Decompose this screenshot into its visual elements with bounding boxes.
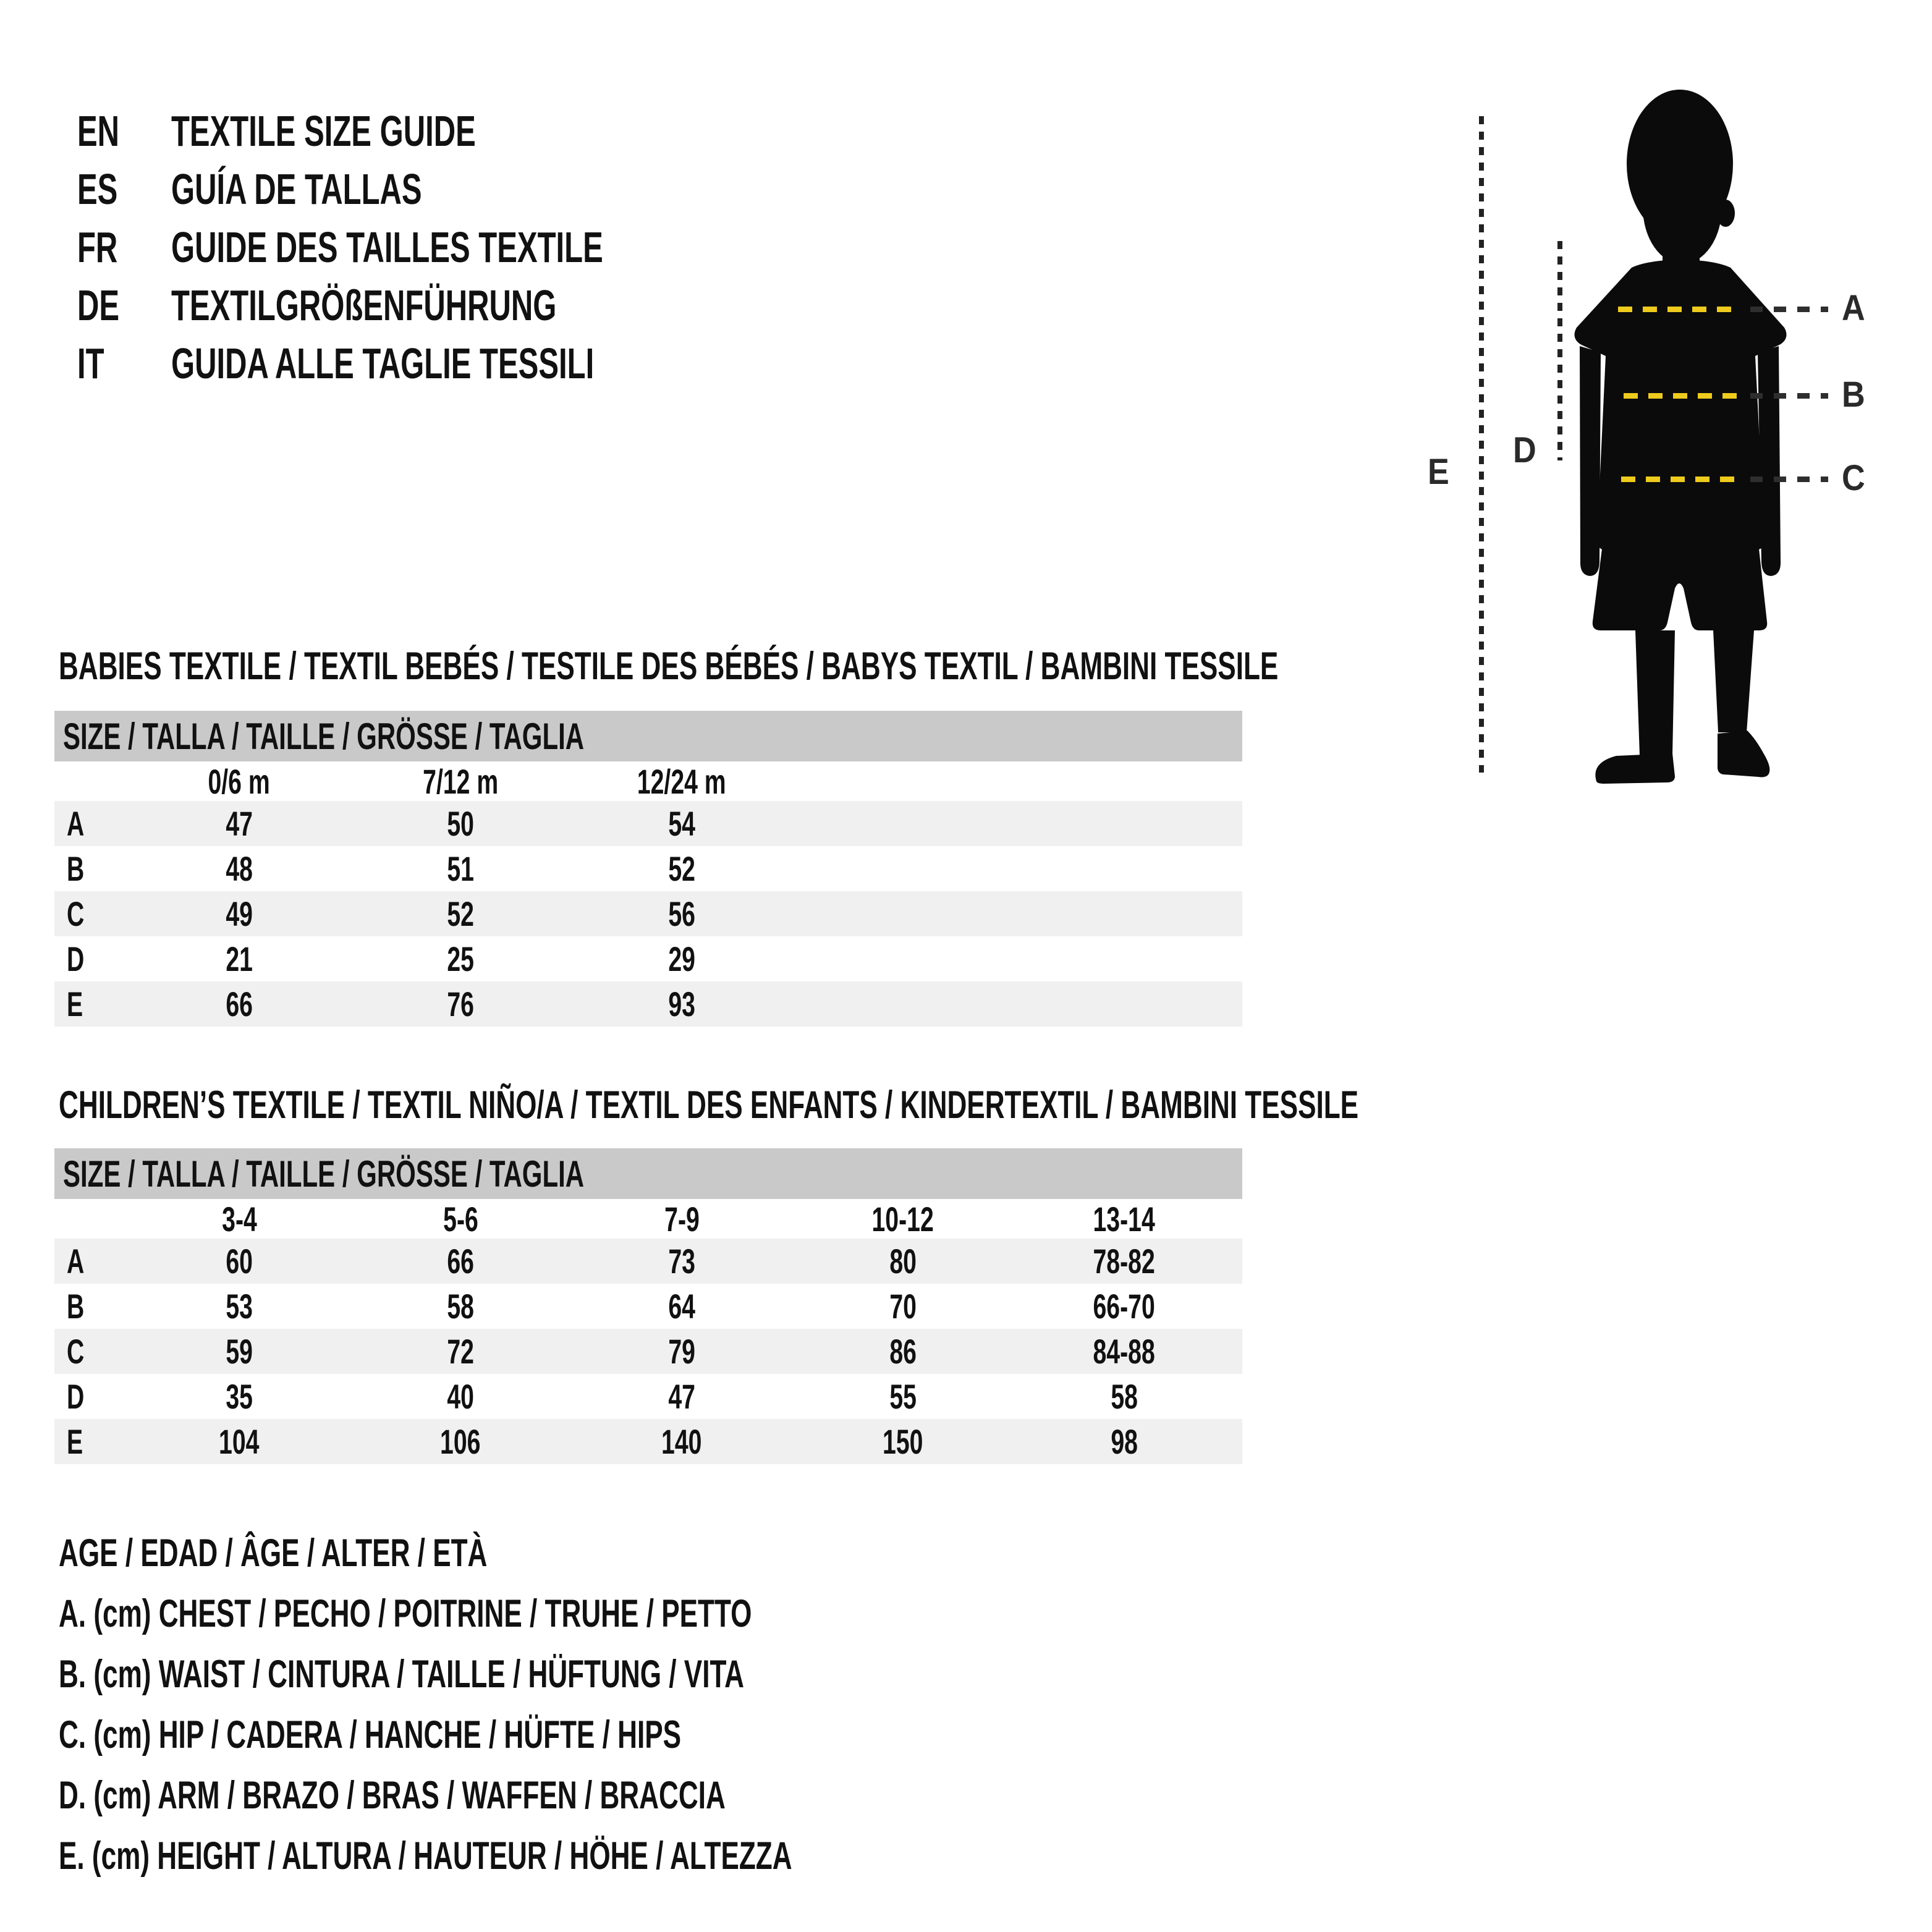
legend-line-text: A. (cm) CHEST / PECHO / POITRINE / TRUHE / PETTO: [59, 1592, 752, 1635]
figure-label-d: [1513, 430, 1539, 471]
row-label: [54, 1376, 129, 1417]
measurement-figure: [1409, 87, 1932, 803]
lang-row-en: [77, 102, 788, 160]
cell-text: 60: [226, 1242, 253, 1281]
lang-code-text: IT: [77, 339, 104, 388]
waist-dash-yellow: [1624, 393, 1739, 399]
cell: [350, 1421, 571, 1462]
cell: [129, 984, 350, 1024]
legend-line-text: C. (cm) HIP / CADERA / HANCHE / HÜFTE / HIPS: [59, 1713, 682, 1756]
cell: [350, 939, 571, 979]
column-header-text: 3-4: [221, 1199, 257, 1239]
cell-text: 86: [889, 1332, 917, 1371]
cell-text: 66-70: [1093, 1287, 1156, 1326]
lang-row-it: [77, 334, 788, 392]
waist-dash-dark: [1750, 393, 1828, 399]
lang-row-fr: [77, 218, 788, 276]
column-header: [350, 1199, 571, 1239]
children-section-title-text: CHILDREN’S TEXTILE / TEXTIL NIÑO/A / TEXTIL DES ENFANTS / KINDERTEXTIL / BAMBINI TESSILE: [59, 1083, 1359, 1127]
figure-label-c: [1842, 457, 1868, 499]
cell-text: 80: [889, 1242, 917, 1281]
table-row: [54, 1419, 1242, 1464]
row-label-text: D: [67, 1377, 85, 1416]
language-title-block: [77, 102, 788, 392]
children-column-header-row: [54, 1199, 1242, 1239]
table-row: [54, 936, 1242, 981]
cell: [129, 1331, 350, 1371]
cell-text: 78-82: [1093, 1242, 1156, 1281]
cell-text: 47: [226, 804, 253, 843]
column-header: [129, 1199, 350, 1239]
ear: [1716, 200, 1735, 227]
cell: [1014, 1241, 1235, 1281]
cell: [129, 849, 350, 889]
cell: [1014, 1376, 1235, 1417]
cell-text: 51: [447, 849, 474, 888]
lang-title: [171, 281, 722, 330]
hip-dash-dark: [1750, 477, 1828, 482]
cell-text: 58: [1111, 1377, 1138, 1416]
cell: [129, 939, 350, 979]
table-row: [54, 891, 1242, 936]
cell-text: 79: [668, 1332, 695, 1371]
cell: [350, 1241, 571, 1281]
lang-title: [171, 164, 529, 214]
lang-code-text: EN: [77, 107, 120, 155]
row-label: [54, 939, 129, 979]
cell-text: 53: [226, 1287, 253, 1326]
babies-size-table: [54, 711, 1242, 1027]
cell-text: 106: [440, 1422, 481, 1461]
cell: [571, 1376, 792, 1417]
figure-label-a: [1842, 287, 1868, 329]
lang-title-text: TEXTILE SIZE GUIDE: [171, 107, 476, 155]
cell: [571, 1241, 792, 1281]
babies-column-header-row: [54, 761, 1242, 801]
cell-text: 47: [668, 1377, 695, 1416]
table-row: [54, 1239, 1242, 1284]
right-arm: [1758, 346, 1781, 576]
lang-title-text: GUÍA DE TALLAS: [171, 165, 422, 213]
chest-dash-dark: [1750, 307, 1828, 312]
column-header: [129, 761, 350, 802]
lang-title-text: GUIDE DES TAILLES TEXTILE: [171, 223, 603, 271]
chest-dash-yellow: [1618, 307, 1742, 312]
cell: [1014, 1331, 1235, 1371]
row-label-text: C: [67, 1332, 85, 1371]
table-row: [54, 846, 1242, 891]
cell-text: 64: [668, 1287, 695, 1326]
cell-text: 84-88: [1093, 1332, 1156, 1371]
legend-line-chest: [59, 1583, 1106, 1644]
column-header: [350, 761, 571, 802]
legend-line-text: AGE / EDAD / ÂGE / ALTER / ETÀ: [59, 1532, 488, 1575]
column-header: [1014, 1199, 1235, 1239]
lang-code: [77, 339, 171, 388]
row-label: [54, 1331, 129, 1371]
cell: [571, 894, 792, 934]
cell: [571, 1421, 792, 1462]
babies-size-header-bar: [54, 711, 1242, 761]
measurement-legend: [59, 1523, 1106, 1886]
legend-line-age: [59, 1523, 1106, 1583]
table-row: [54, 1374, 1242, 1419]
cell-text: 70: [889, 1287, 917, 1326]
row-label-text: E: [67, 985, 83, 1023]
cell: [350, 849, 571, 889]
row-label: [54, 849, 129, 889]
cell-text: 76: [447, 985, 474, 1023]
cell-text: 49: [226, 894, 253, 933]
torso-shirt: [1575, 260, 1787, 550]
cell: [129, 894, 350, 934]
legend-line-text: E. (cm) HEIGHT / ALTURA / HAUTEUR / HÖHE / ALTEZZA: [59, 1834, 792, 1878]
cell: [571, 849, 792, 889]
cell: [792, 1241, 1014, 1281]
figure-label-e-text: E: [1428, 452, 1449, 492]
row-label: [54, 1421, 129, 1462]
cell-text: 93: [668, 985, 695, 1023]
column-header-text: 0/6 m: [208, 761, 271, 801]
cell-text: 52: [447, 894, 474, 933]
cell: [350, 1331, 571, 1371]
row-label-text: C: [67, 894, 85, 933]
legend-line-height: [59, 1826, 1106, 1886]
column-header: [571, 1199, 792, 1239]
left-shoe: [1595, 753, 1675, 784]
table-row: [54, 1284, 1242, 1329]
children-size-header-bar: [54, 1148, 1242, 1199]
cell: [350, 984, 571, 1024]
row-label-text: D: [67, 939, 85, 978]
column-header-text: 7/12 m: [422, 761, 499, 801]
cell-text: 35: [226, 1377, 253, 1416]
cell-text: 52: [668, 849, 695, 888]
figure-label-b: [1842, 374, 1868, 415]
cell-text: 104: [219, 1422, 260, 1461]
cell: [129, 1241, 350, 1281]
lang-title: [171, 106, 606, 156]
cell-text: 25: [447, 939, 474, 978]
table-row: [54, 981, 1242, 1027]
row-label-text: A: [67, 804, 85, 843]
babies-size-header-text: SIZE / TALLA / TAILLE / GRÖSSE / TAGLIA: [63, 715, 585, 757]
column-header: [792, 1199, 1014, 1239]
cell-text: 150: [883, 1422, 923, 1461]
row-label-text: E: [67, 1422, 83, 1461]
cell-text: 58: [447, 1287, 474, 1326]
cell-text: 140: [661, 1422, 702, 1461]
right-shoe: [1718, 731, 1769, 777]
cell: [1014, 1421, 1235, 1462]
row-label-text: B: [67, 849, 85, 888]
children-size-table: [54, 1148, 1242, 1464]
figure-label-a-text: A: [1842, 288, 1865, 328]
legend-line-text: B. (cm) WAIST / CINTURA / TAILLE / HÜFTUNG / VITA: [59, 1653, 744, 1696]
cell: [571, 1286, 792, 1326]
column-header: [571, 761, 792, 802]
table-row: [54, 801, 1242, 846]
cell: [129, 1286, 350, 1326]
cell: [792, 1286, 1014, 1326]
children-section-title: [59, 1085, 1915, 1125]
cell: [571, 803, 792, 844]
lang-title: [171, 222, 788, 272]
legend-line-text: D. (cm) ARM / BRAZO / BRAS / WAFFEN / BRACCIA: [59, 1774, 726, 1817]
cell-text: 66: [226, 985, 253, 1023]
cell-text: 73: [668, 1242, 695, 1281]
cell-text: 56: [668, 894, 695, 933]
cell-text: 21: [226, 939, 253, 978]
cell-text: 29: [668, 939, 695, 978]
cell-text: 48: [226, 849, 253, 888]
lang-code-text: ES: [77, 165, 118, 213]
cell-text: 72: [447, 1332, 474, 1371]
cell: [129, 1421, 350, 1462]
cell: [571, 984, 792, 1024]
cell: [350, 803, 571, 844]
table-row: [54, 1329, 1242, 1374]
babies-section-title-text: BABIES TEXTILE / TEXTIL BEBÉS / TESTILE DES BÉBÉS / BABYS TEXTIL / BAMBINI TESSILE: [59, 645, 1279, 688]
cell: [129, 803, 350, 844]
arm-measure-line-d: [1557, 241, 1562, 460]
cell: [792, 1421, 1014, 1462]
column-header-text: 13-14: [1093, 1199, 1156, 1239]
lang-code-text: FR: [77, 223, 118, 271]
lang-code: [77, 281, 171, 330]
legend-line-waist: [59, 1644, 1106, 1705]
row-label: [54, 894, 129, 934]
cell-text: 54: [668, 804, 695, 843]
row-label-text: B: [67, 1287, 85, 1326]
column-header-text: 10-12: [871, 1199, 934, 1239]
cell-text: 59: [226, 1332, 253, 1371]
cell: [350, 1286, 571, 1326]
lang-title-text: GUIDA ALLE TAGLIE TESSILI: [171, 339, 595, 388]
lang-row-de: [77, 276, 788, 334]
row-label: [54, 1241, 129, 1281]
lang-code: [77, 222, 171, 272]
column-header-text: 7-9: [664, 1199, 700, 1239]
cell: [792, 1376, 1014, 1417]
column-header-text: 5-6: [443, 1199, 478, 1239]
figure-label-b-text: B: [1842, 375, 1865, 415]
cell: [129, 1376, 350, 1417]
row-label: [54, 803, 129, 844]
lang-row-es: [77, 160, 788, 218]
babies-section-title: [59, 646, 1801, 686]
cell-text: 66: [447, 1242, 474, 1281]
lang-title-text: TEXTILGRÖßENFÜHRUNG: [171, 281, 557, 329]
figure-label-d-text: D: [1513, 430, 1536, 470]
children-size-header-text: SIZE / TALLA / TAILLE / GRÖSSE / TAGLIA: [63, 1153, 585, 1195]
cell: [571, 939, 792, 979]
figure-label-e: [1428, 451, 1452, 493]
row-label: [54, 984, 129, 1024]
cell-text: 50: [447, 804, 474, 843]
cell: [350, 1376, 571, 1417]
cell-text: 40: [447, 1377, 474, 1416]
cell: [571, 1331, 792, 1371]
column-header-text: 12/24 m: [637, 761, 726, 801]
lang-code: [77, 106, 171, 156]
left-arm: [1580, 346, 1601, 576]
cell: [792, 1331, 1014, 1371]
figure-label-c-text: C: [1842, 458, 1865, 498]
legend-line-arm: [59, 1765, 1106, 1826]
cell-text: 55: [889, 1377, 917, 1416]
cell: [350, 894, 571, 934]
lang-title: [171, 339, 775, 388]
shorts: [1593, 549, 1767, 630]
lang-code: [77, 164, 171, 214]
cell: [1014, 1286, 1235, 1326]
legend-line-hip: [59, 1705, 1106, 1765]
cell-text: 98: [1111, 1422, 1138, 1461]
row-label-text: A: [67, 1242, 85, 1281]
hip-dash-yellow: [1621, 477, 1742, 482]
row-label: [54, 1286, 129, 1326]
lang-code-text: DE: [77, 281, 120, 329]
